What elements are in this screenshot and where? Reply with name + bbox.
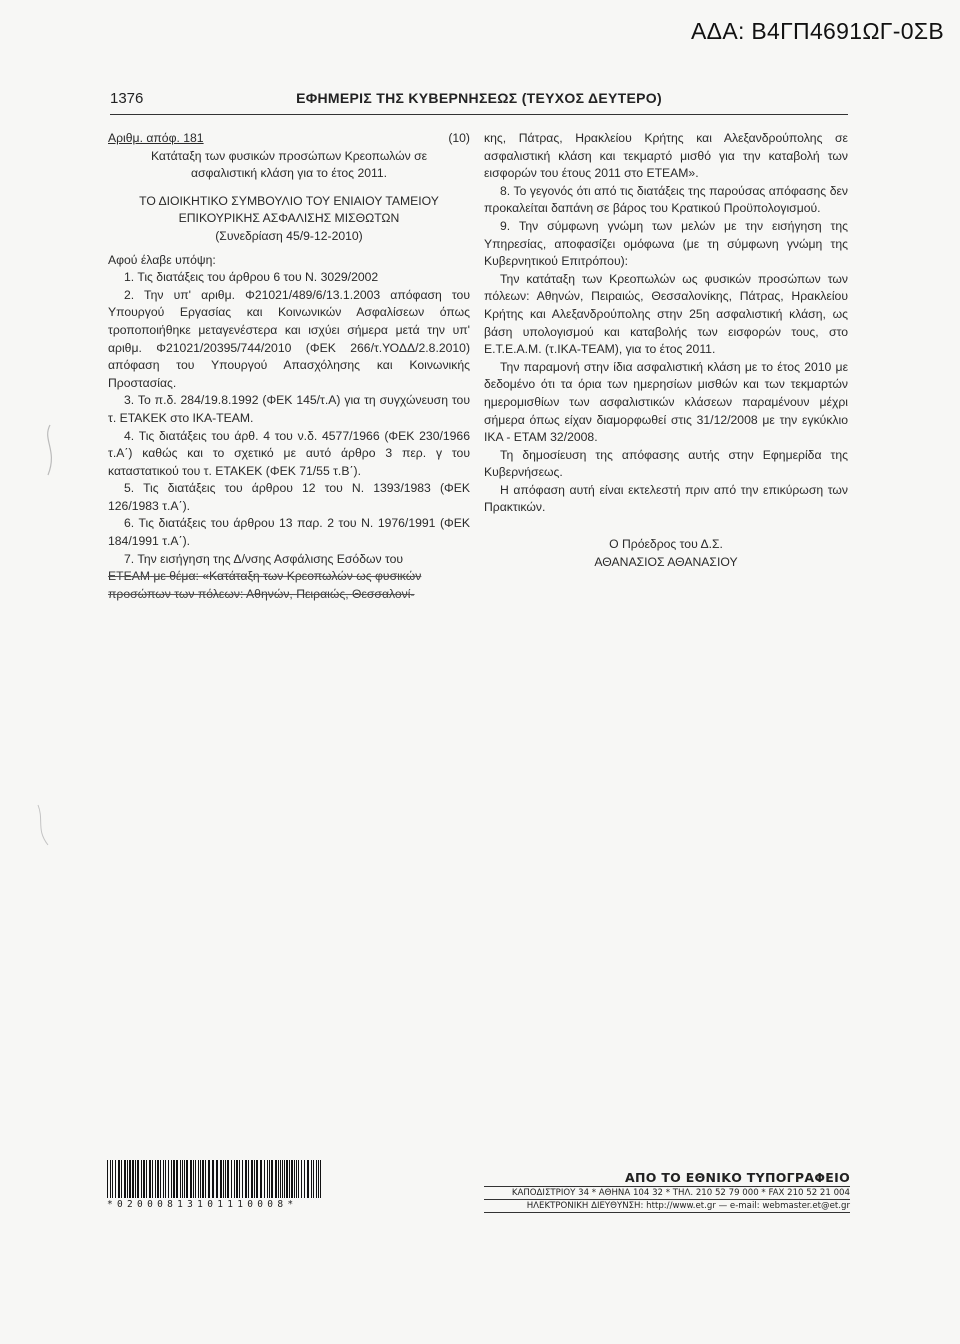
barcode-bar bbox=[107, 1160, 108, 1198]
barcode-bar bbox=[269, 1160, 270, 1198]
barcode-bar bbox=[316, 1160, 317, 1198]
considering-item-7-line-3: προσώπων των πόλεων: Αθηνών, Πειραιώς, Θεσσαλονί- bbox=[108, 586, 415, 601]
right-column bbox=[484, 130, 848, 571]
barcode-bar bbox=[171, 1160, 172, 1198]
barcode-bar bbox=[146, 1160, 147, 1198]
scan-mark bbox=[28, 800, 58, 850]
printer-info bbox=[484, 1170, 850, 1213]
barcode-bar bbox=[149, 1160, 151, 1198]
barcode-bar bbox=[141, 1160, 142, 1198]
barcode-block bbox=[107, 1160, 327, 1210]
barcode-bar bbox=[251, 1160, 253, 1198]
barcode-bar bbox=[112, 1160, 113, 1198]
barcode-bar bbox=[135, 1160, 136, 1198]
considering-item-8: 8. Το γεγονός ότι από τις διατάξεις της παρούσας απόφασης δεν προκαλείται δαπάνη σε βάρος του Κρατικού Προϋπολογισμού. bbox=[484, 183, 848, 216]
decision-subject-line-2: ασφαλιστική κλάση για το έτος 2011. bbox=[190, 166, 388, 181]
barcode-bar bbox=[254, 1160, 255, 1198]
barcode-bar bbox=[311, 1160, 312, 1198]
barcode-bar bbox=[223, 1160, 224, 1198]
barcode-bar bbox=[182, 1160, 183, 1198]
considering-item-7-line-2: ΕΤΕΑΜ με θέμα: «Κατάταξη των Κρεοπωλών ως φυσικών bbox=[108, 569, 422, 584]
barcode-bar bbox=[143, 1160, 145, 1198]
barcode-bar bbox=[127, 1160, 128, 1198]
considering-item-2: 2. Την υπ' αριθμ. Φ21021/489/6/13.1.2003 απόφαση του Υπουργού Εργασίας και Κοινωνικών Ασφαλίσεων όπως τροποποιήθηκε μεταγενέστερα και ισχύει σήμερα μετά την υπ' αριθμ. Φ21021/20395/744/2010 (ΦΕΚ 266/τ.ΥΟΔΔ/2.8.2010) απόφαση του Υπουργού Απασχόλησης και Κοινωνικής Προστασίας. bbox=[108, 287, 470, 390]
barcode-bar bbox=[307, 1160, 309, 1198]
authority-line-2: ΕΠΙΚΟΥΡΙΚΗΣ ΑΣΦΑΛΙΣΗΣ ΜΙΣΘΩΤΩΝ bbox=[178, 211, 400, 226]
barcode-bar bbox=[129, 1160, 131, 1198]
barcode-bar bbox=[190, 1160, 192, 1198]
gazette-header bbox=[110, 86, 848, 115]
decision-paragraph-3: Τη δημοσίευση της απόφασης αυτής στην Εφημερίδα της Κυβερνήσεως. bbox=[484, 447, 848, 480]
printer-name: ΑΠΟ ΤΟ ΕΘΝΙΚΟ ΤΥΠΟΓΡΑΦΕΙΟ bbox=[484, 1170, 850, 1187]
barcode-bar bbox=[121, 1160, 122, 1198]
barcode-bar bbox=[225, 1160, 226, 1198]
barcode-bar bbox=[160, 1160, 161, 1198]
barcode-bar bbox=[157, 1160, 159, 1198]
barcode-bar bbox=[245, 1160, 247, 1198]
considering-item-1: 1. Τις διατάξεις του άρθρου 6 του Ν. 3029/2002 bbox=[124, 270, 379, 285]
considering-item-5: 5. Τις διατάξεις του άρθρου 12 του Ν. 1393/1983 (ΦΕΚ 126/1983 τ.Α΄). bbox=[108, 481, 470, 513]
barcode-bar bbox=[304, 1160, 305, 1198]
barcode-digits: *02000813101110008* bbox=[107, 1199, 298, 1210]
barcode-bar bbox=[271, 1160, 273, 1198]
signature-block bbox=[484, 535, 848, 571]
decision-number: (10) bbox=[448, 131, 470, 145]
considering-item-7-line-1: 7. Την εισήγηση της Δ/νσης Ασφάλισης Εσόδων του bbox=[124, 551, 404, 566]
barcode-bar bbox=[184, 1160, 185, 1198]
decision-subject-line-1: Κατάταξη των φυσικών προσώπων Κρεοπωλών σε bbox=[150, 148, 428, 163]
page-number: 1376 bbox=[110, 90, 144, 107]
barcode-bar bbox=[176, 1160, 178, 1198]
scan-mark bbox=[30, 420, 70, 480]
barcode-bar bbox=[220, 1160, 222, 1198]
barcode-bar bbox=[200, 1160, 201, 1198]
barcode-bar bbox=[291, 1160, 293, 1198]
decision-paragraph-1: Την κατάταξη των Κρεοπωλών ως φυσικών προσώπων των πόλεων: Αθηνών, Πειραιώς, Θεσσαλονίκης, Πάτρας, Ηρακλείου Κρήτης και Αλεξανδρούπολης στην 25η ασφαλιστική κλάση, ως βάση υπολογισμού και καταβολής των εισφορών τους, στο Ε.Τ.Ε.Α.Μ. (τ.ΙΚΑ-ΤΕΑΜ), για το έτος 2011. bbox=[484, 271, 848, 357]
continuation-text: κης, Πάτρας, Ηρακλείου Κρήτης και Αλεξανδρούπολης σε ασφαλιστική κλάση και τεκμαρτό μισθό για την καταβολή των εισφορών του έτους 2011 στο ΕΤΕΑΜ». bbox=[484, 131, 848, 181]
barcode-bar bbox=[260, 1160, 262, 1198]
barcode-bar bbox=[318, 1160, 319, 1198]
barcode-bar bbox=[152, 1160, 153, 1198]
barcode-bar bbox=[124, 1160, 126, 1198]
barcode-bar bbox=[216, 1160, 218, 1198]
barcode-bar bbox=[248, 1160, 249, 1198]
barcode-bar bbox=[280, 1160, 281, 1198]
barcode-bar bbox=[186, 1160, 188, 1198]
considering-item-4: 4. Τις διατάξεις του άρθ. 4 του ν.δ. 4577/1966 (ΦΕΚ 230/1966 τ.Α΄) καθώς και το σχετικό με αυτό άρθρο 3 περ. γ του καταστατικού του τ. ΕΤΑΚΕΚ (ΦΕΚ 71/55 τ.Β΄). bbox=[108, 428, 470, 478]
ada-code: ΑΔΑ: Β4ΓΠ4691ΩΓ-0ΣΒ bbox=[691, 18, 944, 44]
considering-item-6: 6. Τις διατάξεις του άρθρου 13 παρ. 2 του Ν. 1976/1991 (ΦΕΚ 184/1991 τ.Α΄). bbox=[108, 516, 470, 549]
barcode-image bbox=[107, 1160, 325, 1198]
considering-item-3: 3. Το π.δ. 284/19.8.1992 (ΦΕΚ 145/τ.Α) για τη συγχώνευση του τ. ΕΤΑΚΕΚ στο ΙΚΑ-ΤΕΑΜ. bbox=[108, 393, 470, 425]
considering-item-9: 9. Την σύμφωνη γνώμη των μελών με την εισήγηση της Υπηρεσίας, αποφασίζει ομόφωνα (με τη σύμφωνη γνώμη της Κυβερνητικού Επιτρόπου): bbox=[484, 218, 848, 269]
considering-intro: Αφού έλαβε υπόψη: bbox=[108, 252, 216, 267]
barcode-bar bbox=[275, 1160, 277, 1198]
barcode-bar bbox=[313, 1160, 314, 1198]
barcode-bar bbox=[267, 1160, 268, 1198]
barcode-bar bbox=[256, 1160, 258, 1198]
barcode-bar bbox=[289, 1160, 290, 1198]
barcode-bar bbox=[208, 1160, 210, 1198]
barcode-bar bbox=[301, 1160, 302, 1198]
barcode-bar bbox=[212, 1160, 214, 1198]
barcode-bar bbox=[115, 1160, 116, 1198]
barcode-bar bbox=[231, 1160, 232, 1198]
gazette-title: ΕΦΗΜΕΡΙΣ ΤΗΣ ΚΥΒΕΡΝΗΣΕΩΣ (ΤΕΥΧΟΣ ΔΕΥΤΕΡΟ) bbox=[296, 90, 662, 106]
barcode-bar bbox=[286, 1160, 288, 1198]
barcode-bar bbox=[234, 1160, 235, 1198]
barcode-bar bbox=[132, 1160, 134, 1198]
authority-line-1: ΤΟ ΔΙΟΙΚΗΤΙΚΟ ΣΥΜΒΟΥΛΙΟ ΤΟΥ ΕΝΙΑΙΟΥ ΤΑΜΕΙΟΥ bbox=[139, 193, 439, 208]
decision-paragraph-4: Η απόφαση αυτή είναι εκτελεστή πριν από την επικύρωση των Πρακτικών. bbox=[484, 482, 848, 515]
barcode-bar bbox=[239, 1160, 240, 1198]
barcode-bar bbox=[173, 1160, 175, 1198]
barcode-bar bbox=[195, 1160, 196, 1198]
barcode-bar bbox=[242, 1160, 243, 1198]
barcode-bar bbox=[198, 1160, 199, 1198]
barcode-bar bbox=[284, 1160, 285, 1198]
barcode-bar bbox=[180, 1160, 181, 1198]
barcode-bar bbox=[205, 1160, 206, 1198]
decision-paragraph-2: Την παραμονή στην ίδια ασφαλιστική κλάση με το έτος 2010 με δεδομένο ότι τα όρια των ημερησίων μισθών και των τεκμαρτών ημερομισθίων των ασφαλιστικών κλάσεων παραμένουν μέχρι σήμερα όπως είχαν διαμορφωθεί στις 31/12/2008 με την εγκύκλιο ΙΚΑ - ΕΤΑΜ 32/2008. bbox=[484, 359, 848, 445]
barcode-bar bbox=[227, 1160, 229, 1198]
barcode-bar bbox=[163, 1160, 164, 1198]
barcode-bar bbox=[168, 1160, 169, 1198]
barcode-bar bbox=[137, 1160, 139, 1198]
barcode-bar bbox=[282, 1160, 283, 1198]
signature-name: ΑΘΑΝΑΣΙΟΣ ΑΘΑΝΑΣΙΟΥ bbox=[594, 555, 738, 570]
decision-heading bbox=[108, 130, 470, 148]
barcode-bar bbox=[264, 1160, 265, 1198]
barcode-bar bbox=[118, 1160, 120, 1198]
barcode-bar bbox=[298, 1160, 299, 1198]
barcode-bar bbox=[296, 1160, 297, 1198]
barcode-bar bbox=[155, 1160, 156, 1198]
barcode-bar bbox=[320, 1160, 321, 1198]
barcode-bar bbox=[236, 1160, 238, 1198]
barcode-bar bbox=[110, 1160, 111, 1198]
printer-address: ΚΑΠΟΔΙΣΤΡΙΟΥ 34 * ΑΘΗΝΑ 104 32 * ΤΗΛ. 210 52 79 000 * FAX 210 52 21 004 bbox=[484, 1187, 850, 1200]
barcode-bar bbox=[193, 1160, 194, 1198]
printer-web: ΗΛΕΚΤΡΟΝΙΚΗ ΔΙΕΥΘΥΝΣΗ: http://www.et.gr — e-mail: webmaster.et@et.gr bbox=[484, 1200, 850, 1213]
barcode-bar bbox=[165, 1160, 166, 1198]
barcode-bar bbox=[294, 1160, 295, 1198]
barcode-bar bbox=[278, 1160, 279, 1198]
left-column bbox=[108, 130, 470, 603]
barcode-bar bbox=[202, 1160, 204, 1198]
decision-ref: Αριθμ. απόφ. 181 bbox=[108, 131, 204, 145]
session-info: (Συνεδρίαση 45/9-12-2010) bbox=[215, 228, 363, 243]
signature-role: Ο Πρόεδρος του Δ.Σ. bbox=[609, 537, 723, 552]
